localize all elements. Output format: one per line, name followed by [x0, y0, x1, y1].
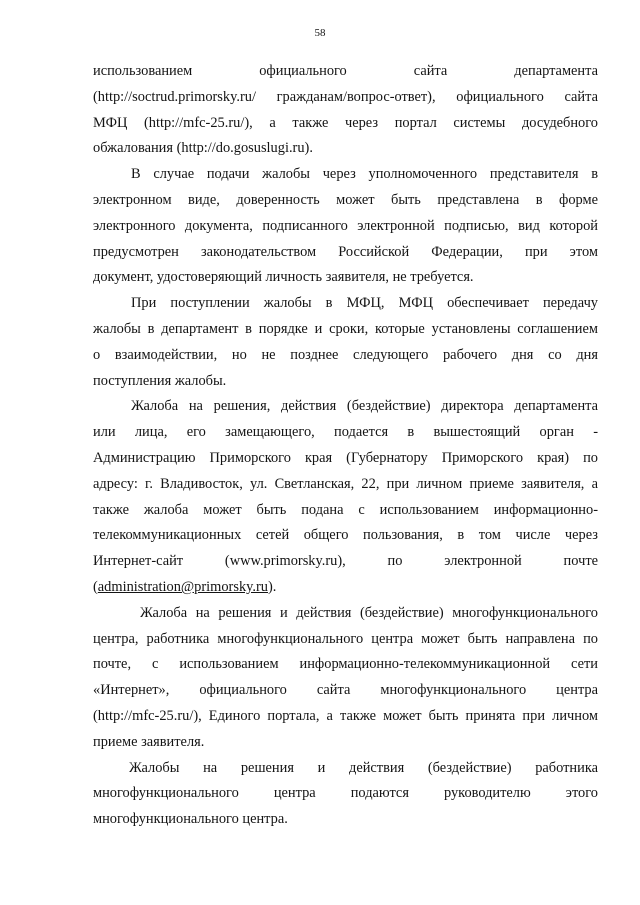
- text-line: о взаимодействии, но не позднее следующего рабочего дня со дня: [93, 346, 598, 363]
- text-line: Жалоба на решения и действия (бездействие) многофункционального: [140, 604, 598, 621]
- text-line: «Интернет», официального сайта многофункционального центра: [93, 682, 598, 699]
- text-line: обжалования (http://do.gosuslugi.ru).: [93, 140, 313, 157]
- text-line: центра, работника многофункционального центра может быть направлена по: [93, 630, 598, 647]
- text-line: приеме заявителя.: [93, 733, 205, 750]
- text-line: многофункционального центра.: [93, 811, 288, 828]
- text-line: Интернет-сайт (www.primorsky.ru), по электронной почте: [93, 553, 598, 570]
- paragraph: [93, 59, 598, 162]
- email-address: administration@primorsky.ru: [97, 578, 268, 595]
- text-line: адресу: г. Владивосток, ул. Светланская, 22, при личном приеме заявителя, а: [93, 475, 598, 492]
- text-line: (http://mfc-25.ru/), Единого портала, а также может быть принята при личном: [93, 707, 598, 724]
- text-line: Жалоба на решения, действия (бездействие) директора департамента: [131, 398, 598, 415]
- text-line: Администрацию Приморского края (Губернатору Приморского края) по: [93, 449, 598, 466]
- text-line: МФЦ (http://mfc-25.ru/), а также через портал системы досудебного: [93, 114, 598, 131]
- text-line: также жалоба может быть подана с использованием информационно-: [93, 501, 598, 518]
- paragraph: [93, 394, 598, 600]
- text-line: электронного документа, подписанного электронной подписью, вид которой: [93, 217, 598, 234]
- text-line: многофункционального центра подаются руководителю этого: [93, 785, 598, 802]
- text-line: При поступлении жалобы в МФЦ, МФЦ обеспечивает передачу: [131, 295, 598, 312]
- paragraph: [93, 601, 598, 756]
- text-line: жалобы в департамент в порядке и сроки, которые установлены соглашением: [93, 320, 598, 337]
- document-body: [93, 59, 598, 833]
- text-line: или лица, его замещающего, подается в вышестоящий орган -: [93, 424, 598, 441]
- text-line: почте, с использованием информационно-телекоммуникационной сети: [93, 656, 598, 673]
- text-line: документ, удостоверяющий личность заявителя, не требуется.: [93, 269, 474, 286]
- text-line: электронном виде, доверенность может быть представлена в форме: [93, 191, 598, 208]
- paragraph: [93, 162, 598, 291]
- text-line: использованием официального сайта департамента: [93, 63, 598, 79]
- text-segment: (: [93, 578, 98, 595]
- text-line: телекоммуникационных сетей общего пользования, в том числе через: [93, 527, 598, 544]
- text-line: [93, 575, 598, 601]
- text-line: Жалобы на решения и действия (бездействие) работника: [129, 759, 598, 776]
- text-line: (http://soctrud.primorsky.ru/ гражданам/вопрос-ответ), официального сайта: [93, 88, 598, 105]
- paragraph: [93, 291, 598, 394]
- text-line: В случае подачи жалобы через уполномоченного представителя в: [131, 166, 598, 183]
- page-number: 58: [314, 27, 326, 39]
- text-line: поступления жалобы.: [93, 372, 227, 389]
- paragraph: [93, 756, 598, 833]
- text-segment: ).: [268, 578, 277, 595]
- text-line: предусмотрен законодательством Российской Федерации, при этом: [93, 243, 598, 260]
